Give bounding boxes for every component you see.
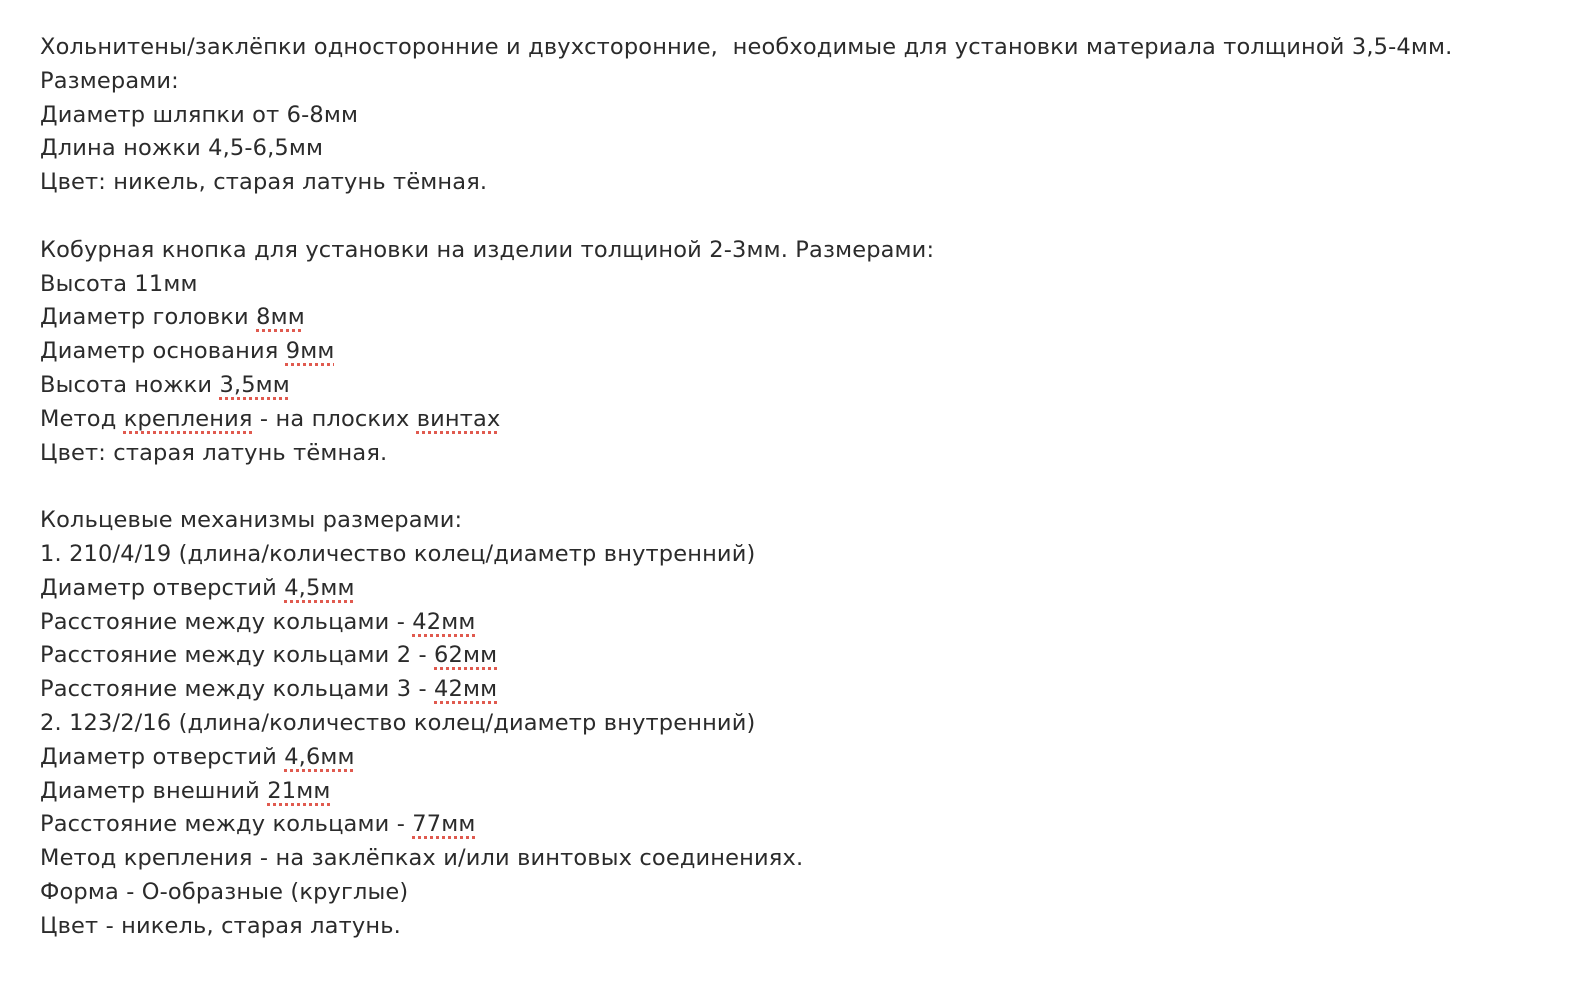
text-line	[40, 808, 1560, 842]
spellcheck-word: 9мм	[285, 338, 335, 365]
spellcheck-word: 77мм	[412, 811, 476, 838]
text-line	[40, 606, 1560, 640]
text-line: Диаметр шляпки от 6-8мм	[40, 101, 359, 128]
text-segment: Диаметр головки	[40, 304, 257, 331]
text-line: Длина ножки 4,5-6,5мм	[40, 135, 324, 162]
text-line: Форма - О-образные (круглые)	[40, 878, 409, 905]
text-line	[40, 301, 1560, 335]
spellcheck-word: 21мм	[267, 777, 331, 804]
text-segment: Расстояние между кольцами -	[40, 811, 413, 838]
text-line	[40, 673, 1560, 707]
text-segment: Расстояние между кольцами 3 -	[40, 676, 435, 703]
text-segment: Диаметр основания	[40, 338, 286, 365]
text-line: Цвет - никель, старая латунь.	[40, 912, 401, 939]
text-line	[40, 403, 1560, 437]
text-segment: Диаметр внешний	[40, 777, 268, 804]
blank-line	[40, 200, 1560, 234]
text-line	[40, 639, 1560, 673]
text-line: Кобурная кнопка для установки на изделии толщиной 2-3мм. Размерами:	[40, 236, 935, 263]
spellcheck-word: 42мм	[434, 676, 498, 703]
text-line: Хольнитены/заклёпки односторонние и двухсторонние, необходимые для установки материала толщиной 3,5-4мм.	[40, 34, 1453, 60]
spellcheck-word: 42мм	[412, 608, 476, 635]
text-segment: Расстояние между кольцами 2 -	[40, 642, 435, 669]
text-line: Цвет: никель, старая латунь тёмная.	[40, 169, 488, 196]
spellcheck-word: 8мм	[256, 304, 305, 331]
text-line	[40, 335, 1560, 369]
spellcheck-word: 62мм	[434, 642, 498, 669]
spellcheck-word: 3,5мм	[219, 371, 290, 398]
text-line	[40, 572, 1560, 606]
text-segment: Метод	[40, 405, 124, 432]
spellcheck-word: крепления	[123, 405, 253, 432]
spellcheck-word: 4,5мм	[284, 574, 355, 601]
text-segment: Высота ножки	[40, 371, 220, 398]
text-line	[40, 775, 1560, 809]
text-line: 1. 210/4/19 (длина/количество колец/диаметр внутренний)	[40, 540, 756, 567]
text-line: Размерами:	[40, 67, 179, 94]
text-segment: - на плоских	[252, 405, 417, 432]
text-line	[40, 369, 1560, 403]
text-segment: Диаметр отверстий	[40, 574, 285, 601]
text-segment: Расстояние между кольцами -	[40, 608, 413, 635]
text-line: Цвет: старая латунь тёмная.	[40, 439, 388, 466]
blank-line	[40, 470, 1560, 504]
document-text[interactable]	[40, 31, 1560, 944]
text-line: Метод крепления - на заклёпках и/или винтовых соединениях.	[40, 845, 804, 872]
spellcheck-word: 4,6мм	[284, 743, 355, 770]
spellcheck-word: винтах	[416, 405, 501, 432]
text-line: 2. 123/2/16 (длина/количество колец/диаметр внутренний)	[40, 709, 756, 736]
text-line: Кольцевые механизмы размерами:	[40, 507, 463, 534]
text-line	[40, 741, 1560, 775]
text-line: Высота 11мм	[40, 270, 198, 297]
text-segment: Диаметр отверстий	[40, 743, 285, 770]
